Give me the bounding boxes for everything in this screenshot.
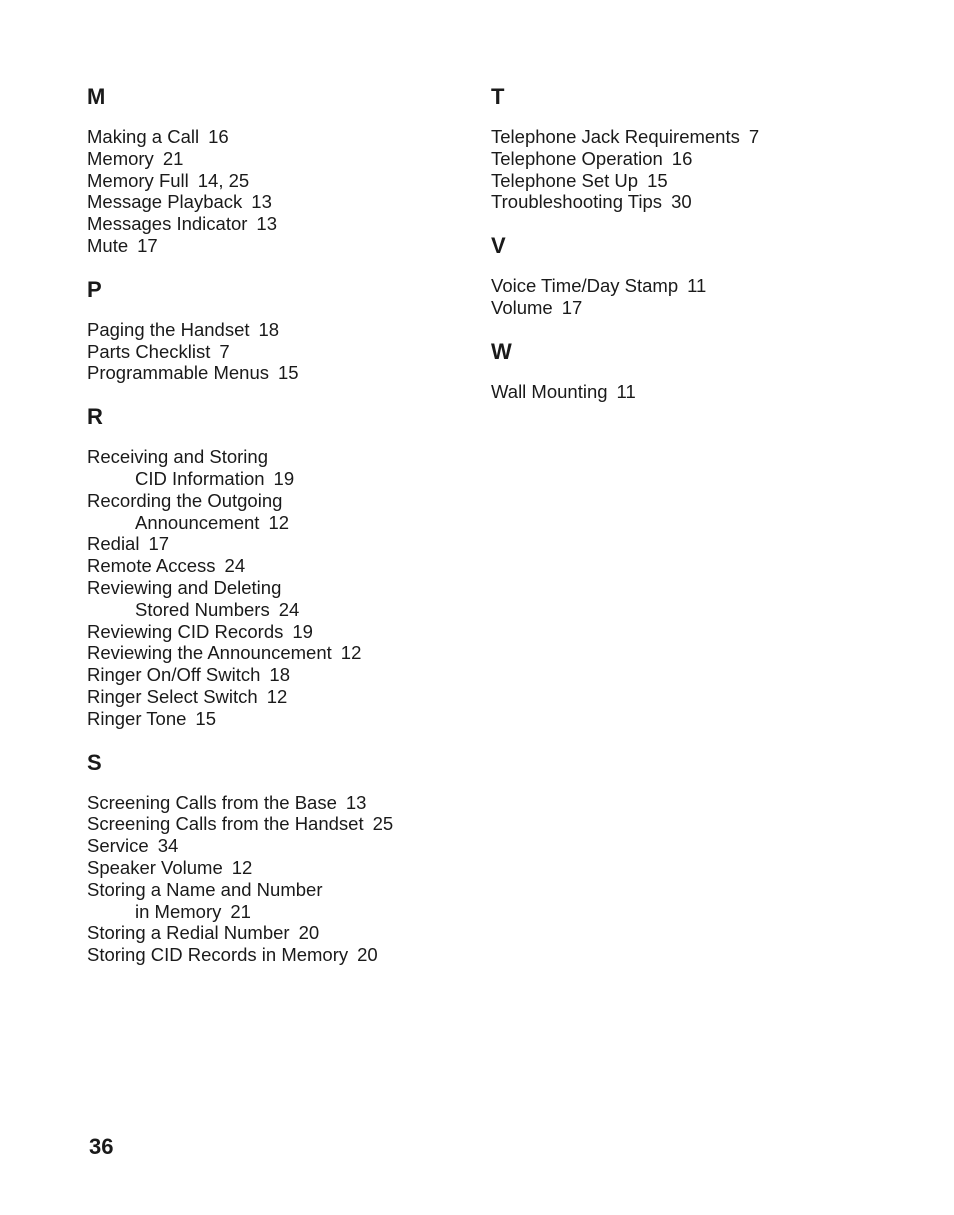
index-section [87, 84, 467, 257]
entry-text: Telephone Jack Requirements [491, 126, 740, 147]
entry-continuation [87, 901, 467, 923]
entry-page: 21 [162, 147, 184, 169]
entry-text: Memory Full [87, 169, 189, 191]
index-section [87, 750, 467, 966]
index-entry [87, 126, 467, 148]
index-entry [87, 879, 467, 923]
index-entries [491, 275, 871, 319]
entry-page: 17 [137, 234, 158, 256]
entry-page: 13 [251, 191, 272, 213]
entry-text: Volume [491, 296, 553, 318]
index-entries [491, 126, 871, 213]
index-entry [87, 235, 467, 257]
entry-page: 16 [208, 126, 229, 147]
entry-text: Messages Indicator [87, 213, 248, 235]
index-entry [491, 275, 871, 297]
entry-page: 21 [230, 900, 251, 922]
index-column-left [87, 84, 467, 986]
index-entry [87, 664, 467, 686]
entry-text: Troubleshooting Tips [491, 191, 663, 213]
entry-text: Screening Calls from the Handset [87, 813, 364, 835]
index-entry [87, 170, 467, 192]
index-section [491, 233, 871, 319]
index-entry [87, 686, 467, 708]
section-letter: M [87, 84, 106, 109]
index-entry [87, 708, 467, 730]
entry-page: 17 [148, 533, 170, 555]
entry-text: Receiving and Storing [87, 446, 268, 468]
entry-page: 19 [292, 620, 313, 642]
index-section [87, 277, 467, 384]
entry-text: Ringer Tone [87, 707, 187, 729]
entry-text: Redial [87, 533, 140, 555]
index-column-right [491, 84, 871, 423]
entry-page: 14, 25 [197, 169, 250, 191]
entry-text: Remote Access [87, 555, 216, 577]
entry-text: Parts Checklist [87, 340, 211, 362]
index-entry [87, 490, 467, 534]
index-entry [87, 362, 467, 384]
entry-text: Speaker Volume [87, 856, 223, 878]
entry-page: 18 [258, 318, 280, 340]
entry-text: Paging the Handset [87, 318, 250, 340]
entry-page: 18 [269, 664, 290, 686]
entry-page: 15 [278, 362, 299, 384]
entry-text: Wall Mounting [491, 380, 608, 402]
entry-text: Mute [87, 234, 129, 256]
entry-page: 7 [219, 340, 230, 362]
entry-page: 7 [748, 126, 760, 147]
index-entry [491, 191, 871, 213]
index-entry [87, 341, 467, 363]
index-entry [491, 148, 871, 170]
entry-page: 15 [195, 707, 216, 729]
section-letter: P [87, 276, 102, 302]
index-entries [87, 126, 467, 257]
entry-page: 12 [231, 856, 253, 878]
entry-continuation [87, 512, 467, 534]
index-entry [87, 577, 467, 621]
entry-page: 20 [357, 944, 378, 966]
index-section [491, 84, 871, 213]
entry-page: 11 [616, 380, 636, 402]
entry-page: 20 [298, 922, 320, 944]
entry-page: 15 [647, 169, 668, 191]
index-entry [87, 922, 467, 944]
entry-text: Message Playback [87, 191, 243, 213]
entry-text: Storing a Redial Number [87, 922, 290, 944]
section-letter: T [491, 84, 505, 109]
index-entries [87, 319, 467, 384]
entry-text: Ringer On/Off Switch [87, 664, 261, 686]
index-entry [87, 319, 467, 341]
entry-continuation-text: Announcement [135, 511, 260, 533]
index-entry [87, 835, 467, 857]
index-entry [87, 792, 467, 814]
entry-continuation [87, 599, 467, 621]
entry-text: Screening Calls from the Base [87, 791, 337, 813]
page-number: 36 [89, 1134, 114, 1159]
entry-text: Making a Call [87, 126, 200, 147]
entry-page: 34 [157, 835, 179, 857]
index-entries [87, 446, 467, 729]
entry-page: 12 [266, 685, 288, 707]
index-entry [87, 621, 467, 643]
section-letter: W [491, 338, 512, 364]
entry-page: 12 [268, 511, 290, 533]
index-entry [87, 148, 467, 170]
index-entry [87, 944, 467, 966]
entry-page: 11 [687, 275, 707, 297]
entry-continuation-text: Stored Numbers [135, 598, 270, 620]
entry-page: 24 [224, 555, 246, 577]
index-entries [87, 792, 467, 966]
index-entry [491, 170, 871, 192]
entry-page: 30 [671, 191, 692, 213]
entry-text: Reviewing and Deleting [87, 576, 282, 598]
entry-text: Reviewing CID Records [87, 620, 284, 642]
entry-text: Ringer Select Switch [87, 685, 258, 707]
index-entry [87, 533, 467, 555]
entry-text: Telephone Operation [491, 147, 663, 169]
index-entries [491, 381, 871, 403]
index-section [87, 404, 467, 729]
section-letter: S [87, 749, 102, 775]
index-section [491, 339, 871, 403]
index-entry [87, 446, 467, 490]
index-entry [87, 642, 467, 664]
section-letter: R [87, 404, 103, 430]
entry-continuation-text: CID Information [135, 467, 265, 489]
entry-page: 25 [372, 813, 394, 835]
entry-text: Reviewing the Announcement [87, 642, 332, 664]
entry-text: Voice Time/Day Stamp [491, 275, 679, 297]
entry-text: Storing CID Records in Memory [87, 944, 349, 966]
index-entry [491, 381, 871, 403]
entry-page: 16 [671, 147, 693, 169]
entry-page: 17 [561, 296, 583, 318]
index-entry [87, 191, 467, 213]
entry-text: Programmable Menus [87, 362, 269, 384]
index-entry [491, 297, 871, 319]
entry-text: Recording the Outgoing [87, 489, 283, 511]
entry-text: Storing a Name and Number [87, 878, 323, 900]
index-entry [87, 213, 467, 235]
entry-text: Service [87, 835, 149, 857]
index-entry [491, 126, 871, 148]
entry-continuation-text: in Memory [135, 900, 222, 922]
entry-page: 13 [256, 213, 277, 235]
section-letter: V [491, 233, 506, 259]
entry-page: 13 [345, 791, 367, 813]
entry-continuation [87, 468, 467, 490]
entry-page: 19 [273, 467, 295, 489]
index-entry [87, 813, 467, 835]
index-entry [87, 857, 467, 879]
entry-text: Memory [87, 147, 154, 169]
index-entry [87, 555, 467, 577]
entry-page: 24 [278, 598, 300, 620]
entry-page: 12 [340, 642, 362, 664]
entry-text: Telephone Set Up [491, 169, 639, 191]
